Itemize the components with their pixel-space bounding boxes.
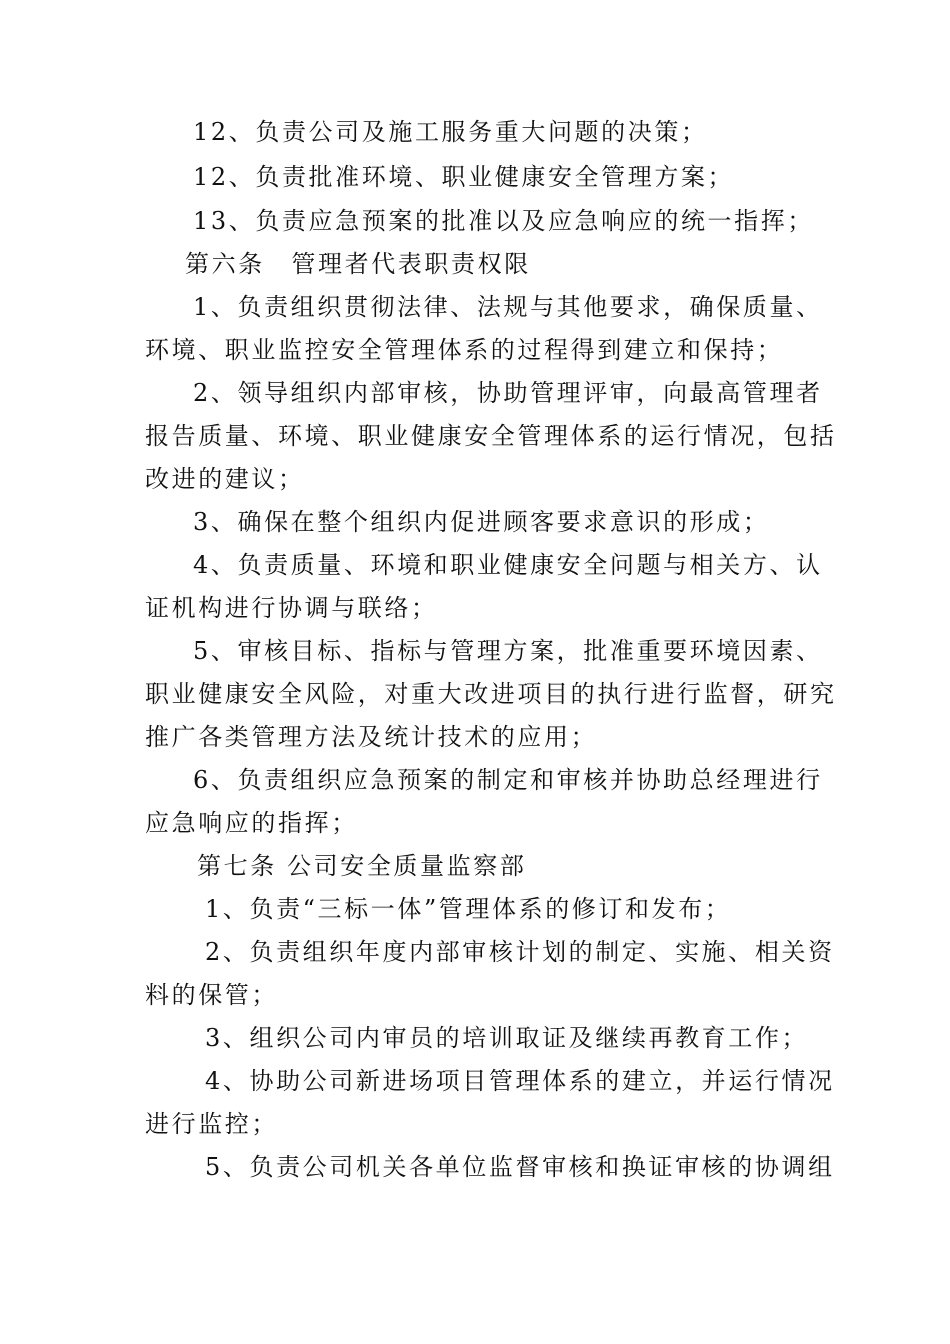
text-line: 证机构进行协调与联络； — [145, 594, 438, 622]
text-line: 改进的建议； — [145, 465, 305, 493]
text-line: 1、负责组织贯彻法律、法规与其他要求，确保质量、 — [193, 293, 823, 321]
text-line: 职业健康安全风险，对重大改进项目的执行进行监督，研究 — [145, 680, 837, 708]
text-line: 4、负责质量、环境和职业健康安全问题与相关方、认 — [193, 551, 823, 579]
text-line: 应急响应的指挥； — [145, 809, 358, 837]
text-line: 12、负责批准环境、职业健康安全管理方案； — [193, 163, 735, 191]
text-line: 3、确保在整个组织内促进顾客要求意识的形成； — [193, 508, 770, 536]
text-line: 5、负责公司机关各单位监督审核和换证审核的协调组 — [205, 1153, 835, 1181]
text-line: 推广各类管理方法及统计技术的应用； — [145, 723, 598, 751]
text-line: 2、负责组织年度内部审核计划的制定、实施、相关资 — [205, 938, 835, 966]
text-line: 12、负责公司及施工服务重大问题的决策； — [193, 118, 708, 146]
text-line: 2、领导组织内部审核，协助管理评审，向最高管理者 — [193, 379, 823, 407]
section-heading: 第七条 公司安全质量监察部 — [197, 852, 527, 880]
text-line: 3、组织公司内审员的培训取证及继续再教育工作； — [205, 1024, 809, 1052]
text-line: 报告质量、环境、职业健康安全管理体系的运行情况，包括 — [145, 422, 837, 450]
text-line: 进行监控； — [145, 1110, 278, 1138]
text-line: 料的保管； — [145, 981, 278, 1009]
text-line: 环境、职业监控安全管理体系的过程得到建立和保持； — [145, 336, 784, 364]
text-line: 4、协助公司新进场项目管理体系的建立，并运行情况 — [205, 1067, 835, 1095]
text-line: 1、负责“三标一体”管理体系的修订和发布； — [205, 895, 732, 923]
section-heading: 第六条 管理者代表职责权限 — [185, 250, 531, 278]
text-line: 5、审核目标、指标与管理方案，批准重要环境因素、 — [193, 637, 823, 665]
text-line: 13、负责应急预案的批准以及应急响应的统一指挥； — [193, 207, 814, 235]
text-line: 6、负责组织应急预案的制定和审核并协助总经理进行 — [193, 766, 823, 794]
